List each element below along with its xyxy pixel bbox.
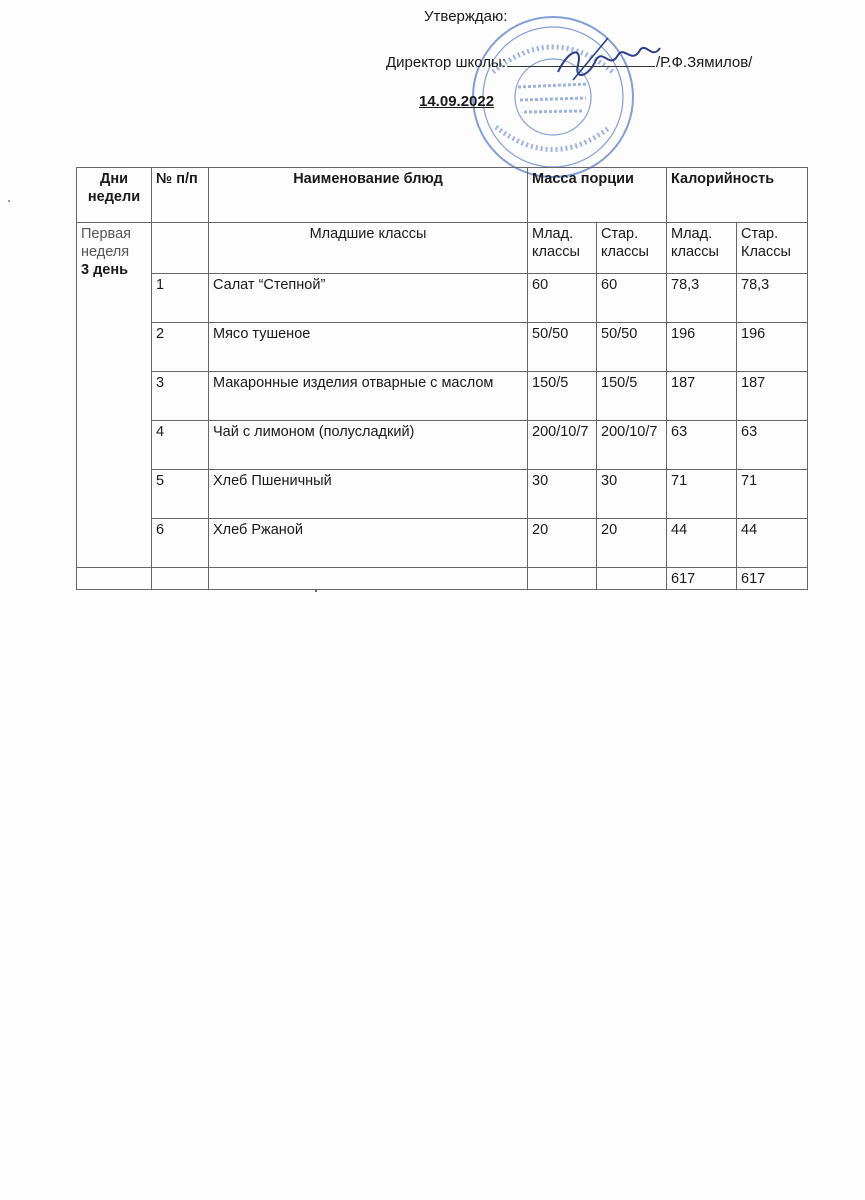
section-number-cell (152, 223, 209, 274)
row-number: 5 (152, 470, 209, 519)
row-number: 6 (152, 519, 209, 568)
dish-name: Мясо тушеное (209, 323, 528, 372)
header-days: Дни недели (77, 168, 152, 223)
mass-junior: 50/50 (528, 323, 597, 372)
table-row (77, 421, 808, 470)
mass-junior: 150/5 (528, 372, 597, 421)
approval-date: 14.09.2022 (419, 93, 495, 110)
row-number: 3 (152, 372, 209, 421)
subheader-mass-junior: Млад. классы (528, 223, 597, 274)
cal-junior: 63 (667, 421, 737, 470)
day-label: 3 день (81, 262, 129, 278)
section-title: Младшие классы (209, 223, 528, 274)
header-calories: Калорийность (667, 168, 808, 223)
scan-speck (8, 200, 10, 202)
mass-senior: 30 (597, 470, 667, 519)
table-row (77, 372, 808, 421)
scan-speck (315, 590, 317, 592)
menu-table (76, 167, 808, 590)
approve-title: Утверждаю: (424, 8, 508, 25)
header-dish: Наименование блюд (209, 168, 528, 223)
dish-name: Макаронные изделия отварные с маслом (209, 372, 528, 421)
cal-senior: 71 (737, 470, 808, 519)
total-empty-cell (77, 568, 152, 590)
cal-junior: 196 (667, 323, 737, 372)
approval-block (0, 0, 865, 120)
table-row (77, 323, 808, 372)
header-mass: Масса порции (528, 168, 667, 223)
cal-senior: 44 (737, 519, 808, 568)
mass-senior: 60 (597, 274, 667, 323)
mass-junior: 30 (528, 470, 597, 519)
mass-senior: 50/50 (597, 323, 667, 372)
mass-senior: 150/5 (597, 372, 667, 421)
row-number: 2 (152, 323, 209, 372)
table-row (77, 470, 808, 519)
row-number: 1 (152, 274, 209, 323)
signature-line (507, 52, 655, 67)
dish-name: Чай с лимоном (полусладкий) (209, 421, 528, 470)
cal-junior: 187 (667, 372, 737, 421)
dish-name: Салат “Степной” (209, 274, 528, 323)
week-label: Первая неделя (81, 226, 132, 260)
total-row (77, 568, 808, 590)
dish-name: Хлеб Ржаной (209, 519, 528, 568)
total-empty-cell (528, 568, 597, 590)
cal-senior: 187 (737, 372, 808, 421)
total-cal-junior: 617 (667, 568, 737, 590)
table-row (77, 519, 808, 568)
cal-senior: 63 (737, 421, 808, 470)
mass-junior: 200/10/7 (528, 421, 597, 470)
cal-junior: 71 (667, 470, 737, 519)
header-row (77, 168, 808, 223)
total-empty-cell (209, 568, 528, 590)
mass-junior: 60 (528, 274, 597, 323)
total-cal-senior: 617 (737, 568, 808, 590)
cal-junior: 78,3 (667, 274, 737, 323)
cal-junior: 44 (667, 519, 737, 568)
director-name: /Р.Ф.Зямилов/ (656, 54, 753, 71)
director-line (386, 52, 752, 71)
dish-name: Хлеб Пшеничный (209, 470, 528, 519)
total-empty-cell (597, 568, 667, 590)
total-empty-cell (152, 568, 209, 590)
section-row (77, 223, 808, 274)
subheader-mass-senior: Стар. классы (597, 223, 667, 274)
day-cell (77, 223, 152, 568)
subheader-cal-junior: Млад. классы (667, 223, 737, 274)
cal-senior: 196 (737, 323, 808, 372)
header-number: № п/п (152, 168, 209, 223)
row-number: 4 (152, 421, 209, 470)
mass-senior: 20 (597, 519, 667, 568)
mass-senior: 200/10/7 (597, 421, 667, 470)
director-label: Директор школы: (386, 54, 506, 71)
cal-senior: 78,3 (737, 274, 808, 323)
mass-junior: 20 (528, 519, 597, 568)
subheader-cal-senior: Стар. Классы (737, 223, 808, 274)
table-row (77, 274, 808, 323)
